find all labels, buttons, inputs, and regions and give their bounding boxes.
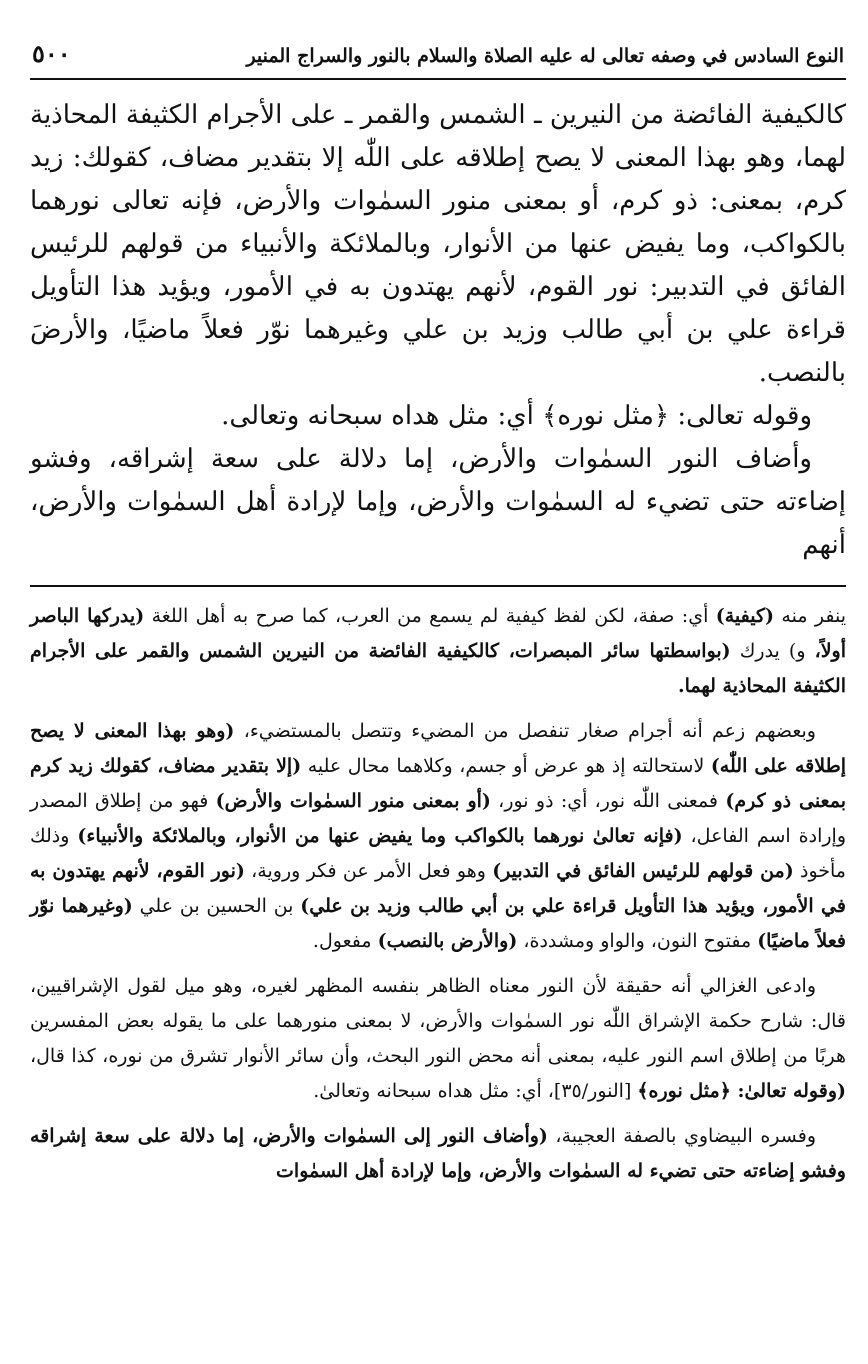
commentary-text-segment: مفعول. (312, 930, 378, 952)
commented-text-segment: (بواسطتها سائر المبصرات، كالكيفية الفائضة من النيرين الشمس والقمر على الأجرام الكثيفة المحاذية لهما. (30, 640, 846, 697)
commentary-text-segment: وفسره البيضاوي بالصفة العجيبة، (547, 1125, 816, 1147)
commentary-text-segment: و) يدرك (730, 640, 815, 662)
commentary-paragraph-3 (30, 969, 846, 1109)
commented-text-segment: (كيفية) (715, 605, 775, 627)
commentary-text-segment: بن الحسين بن علي (132, 895, 301, 917)
commentary-block (30, 599, 846, 1189)
page-number: ٥٠٠ (32, 39, 71, 68)
commentary-text-segment: فهو من إطلاق المصدر وإرادة اسم الفاعل، (30, 790, 847, 847)
commented-text-segment: (وقوله تعالىٰ: ﴿مثل نوره﴾ (637, 1080, 846, 1102)
commentary-text-segment: فمعنى اللّٰه نور، أي: ذو نور، (490, 790, 726, 812)
running-title: النوع السادس في وصفه تعالى له عليه الصلاة والسلام بالنور والسراج المنير (246, 45, 844, 67)
commentary-text-segment: وبعضهم زعم أنه أجرام صغار تنفصل من المضيء وتتصل بالمستضيء، (234, 720, 816, 742)
commentary-text-segment: لاستحالته إذ هو عرض أو جسم، وكلاهما محال عليه (301, 755, 711, 777)
commented-text-segment: (فإنه تعالىٰ نورهما بالكواكب وما يفيض عنها من الأنوار، وبالملائكة والأنبياء) (77, 825, 683, 847)
commentary-paragraph-1 (30, 599, 846, 704)
commentary-divider (30, 585, 846, 587)
main-paragraph-2: وقوله تعالى: ﴿مثل نوره﴾ أي: مثل هداه سبحانه وتعالى. (221, 401, 812, 431)
running-header (30, 40, 846, 80)
main-paragraph-3: وأضاف النور السمٰوات والأرض، إما دلالة على سعة إشراقه، وفشو إضاءته حتى تضيء له السمٰوات والأرض، وإما لإرادة أهل السمٰوات والأرض، أنهم (30, 444, 846, 560)
commentary-paragraph-4 (30, 1119, 846, 1189)
commentary-text-segment: [النور/٣٥]، أي: مثل هداه سبحانه وتعالىٰ. (313, 1080, 638, 1102)
commentary-text-segment: وهو فعل الأمر عن فكر وروية، (244, 860, 493, 882)
commented-text-segment: (والأرض بالنصب) (377, 930, 518, 952)
commented-text-segment: (من قولهم للرئيس الفائق في التدبير) (492, 860, 794, 882)
main-text-block (30, 94, 846, 567)
commented-text-segment: (وغيرهما نوّر فعلاً ماضيًا) (30, 895, 846, 952)
commentary-text-segment: ينفر منه (774, 605, 847, 627)
commentary-paragraph-2 (30, 714, 846, 959)
commented-text-segment: (وأضاف النور إلى السمٰوات والأرض، إما دلالة على سعة إشراقه وفشو إضاءته حتى تضيء له السمٰوات والأرض، وإما لإرادة أهل السمٰوات (30, 1125, 846, 1182)
main-paragraph-1: كالكيفية الفائضة من النيرين ـ الشمس والقمر ـ على الأجرام الكثيفة المحاذية لهما، وهو بهذا المعنى لا يصح إطلاقه على اللّٰه إلا بتقدير مضاف، كقولك: زيد كرم، بمعنى: ذو كرم، أو بمعنى منور السمٰوات والأرض، فإنه تعالى نورهما بالكواكب، وما يفيض عنها من الأنوار، وبالملائكة والأنبياء من قولهم للرئيس الفائق في التدبير: نور القوم، لأنهم يهتدون به في الأمور، ويؤيد هذا التأويل قراءة علي بن أبي طالب وزيد بن علي وغيرهما نوّر فعلاً ماضيًا، والأرضَ بالنصب. (30, 100, 846, 388)
commented-text-segment: (أو بمعنى منور السمٰوات والأرض) (215, 790, 491, 812)
commented-text-segment: (وهو بهذا المعنى لا يصح إطلاقه على اللّٰه) (30, 720, 846, 777)
book-page (30, 40, 846, 1199)
commented-text-segment: (إلا بتقدير مضاف، كقولك زيد كرم بمعنى ذو كرم) (30, 755, 846, 812)
commentary-text-segment: أي: صفة، لكن لفظ كيفية لم يسمع من العرب، كما صرح به أهل اللغة (144, 605, 716, 627)
commentary-text-segment: وادعى الغزالي أنه حقيقة لأن النور معناه الظاهر بنفسه المظهر لغيره، وهو ميل لقول الإشراقيين، قال: شارح حكمة الإشراق اللّٰه نور السمٰوات والأرض، لا بمعنى منورهما على ما يقوله بعض المفسرين هربًا من إطلاق اسم النور عليه، بمعنى أنه محض النور البحث، وأن سائر الأنوار تشرق من نوره، كذا قال، (30, 975, 846, 1067)
commented-text-segment: (يدركها الباصر أولاً، (30, 605, 847, 662)
commentary-text-segment: مفتوح النون، والواو ومشددة، (517, 930, 758, 952)
commented-text-segment: (نور القوم، لأنهم يهتدون به في الأمور، ويؤيد هذا التأويل قراءة علي بن أبي طالب وزيد بن علي) (30, 860, 846, 917)
commentary-text-segment: وذلك مأخوذ (30, 825, 846, 882)
